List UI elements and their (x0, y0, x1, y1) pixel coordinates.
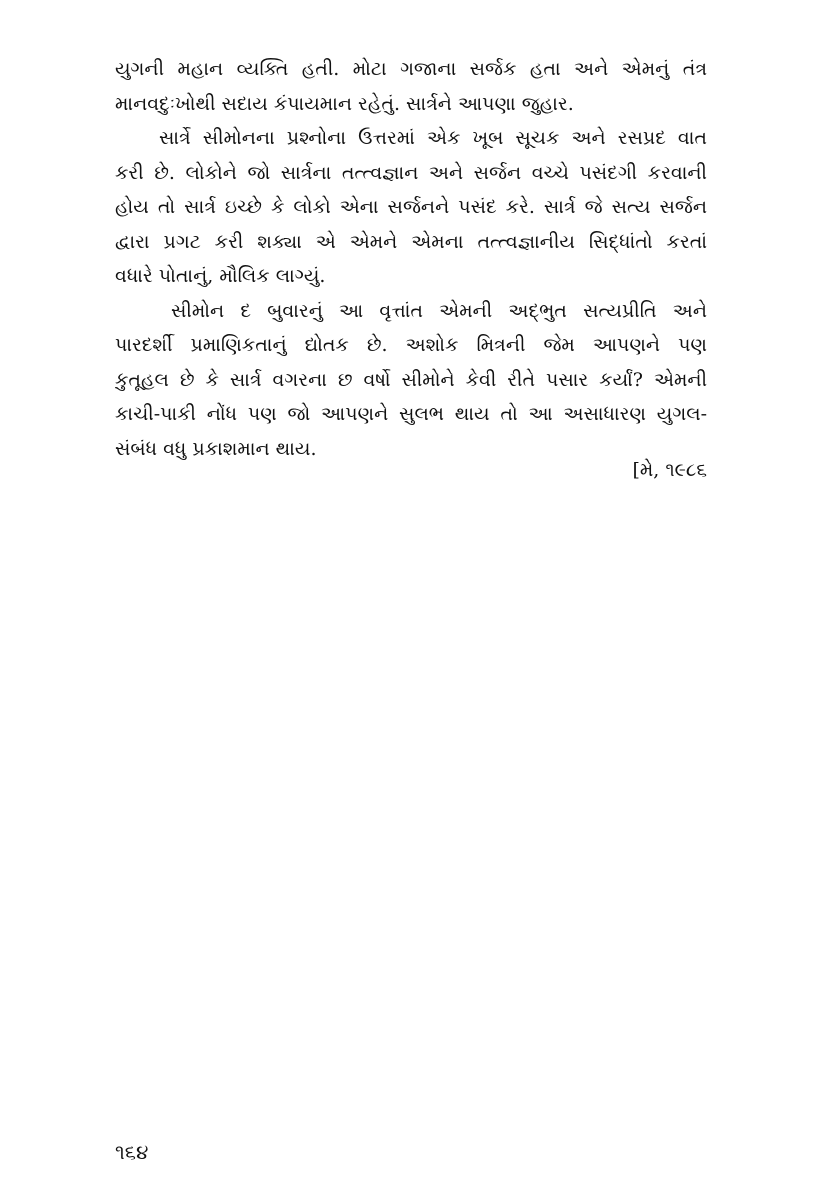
body-text (115, 52, 707, 466)
paragraph-3-line-2: પારદર્શી પ્રમાણિકતાનું દ્યોતક છે. અશોક મિત્રની જેમ આપણને પણ (115, 334, 707, 356)
paragraph-2-line-3: હોય તો સાર્ત્ર ઇચ્છે કે લોકો એના સર્જનને પસંદ કરે. સાર્ત્ર જે સત્ય સર્જન (115, 196, 707, 218)
paragraph-3-line-3: કુતૂહલ છે કે સાર્ત્ર વગરના છ વર્ષો સીમોને કેવી રીતે પસાર કર્યાં? એમની (115, 368, 707, 391)
paragraph-3-line-5: સંબંધ વધુ પ્રકાશમાન થાય. (115, 437, 317, 460)
paragraph-1-line-2: માનવદુઃખોથી સદાય કંપાયમાન રહેતું. સાર્ત્રને આપણા જુહાર. (115, 92, 574, 115)
paragraph-2-line-5: વધારે પોતાનું, મૌલિક લાગ્યું. (115, 265, 326, 287)
date-signoff: [મે, ૧૯૮૬ (632, 459, 707, 481)
paragraph-3-line-4: કાચી-પાકી નોંધ પણ જો આપણને સુલભ થાય તો આ અસાધારણ યુગલ- (115, 403, 707, 425)
paragraph-3-line-1: સીમોન દ બુવારનું આ વૃત્તાંત એમની અદ્ભુત સત્યપ્રીતિ અને (171, 299, 707, 322)
paragraph-2-line-1: સાર્ત્રે સીમોનના પ્રશ્નોના ઉત્તરમાં એક ખૂબ સૂચક અને રસપ્રદ વાત (159, 127, 707, 149)
paragraph-1-line-1: યુગની મહાન વ્યક્તિ હતી. મોટા ગજાના સર્જક હતા અને એમનું તંત્ર (115, 58, 707, 80)
page-number: ૧૬૪ (115, 1140, 149, 1164)
paragraph-2-line-2: કરી છે. લોકોને જો સાર્ત્રના તત્ત્વજ્ઞાન અને સર્જન વચ્ચે પસંદગી કરવાની (115, 161, 707, 184)
paragraph-2-line-4: દ્વારા પ્રગટ કરી શક્યા એ એમને એમના તત્ત્વજ્ઞાનીય સિદ્ધાંતો કરતાં (115, 230, 707, 253)
